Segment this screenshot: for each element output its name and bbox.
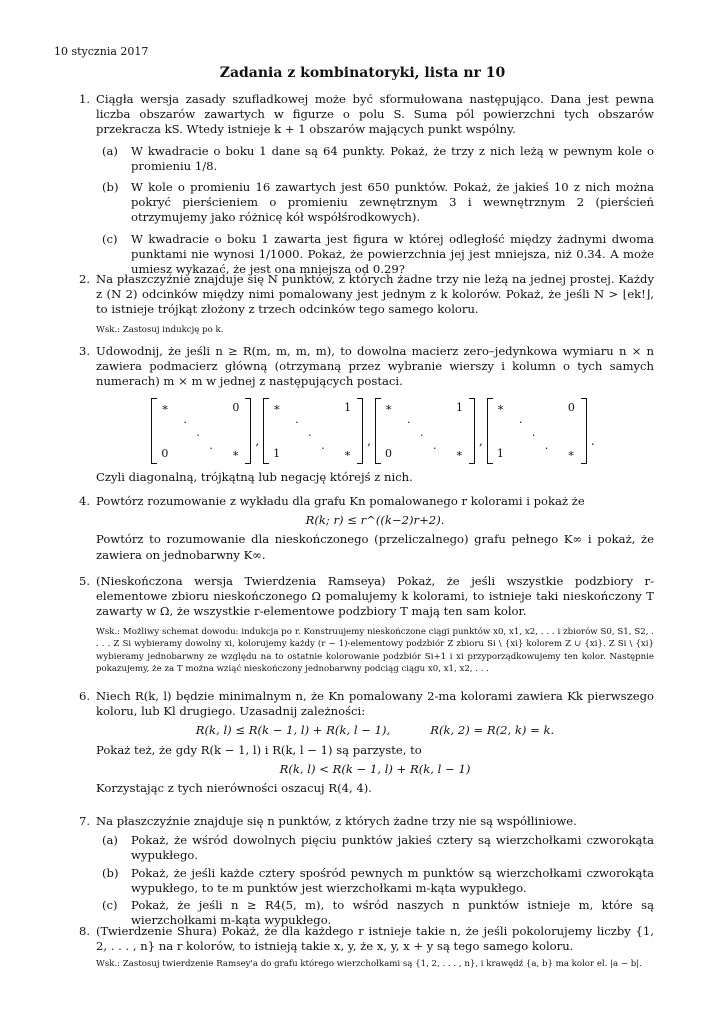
- subitem-label: (c): [102, 231, 118, 246]
- subitem-label: (c): [102, 898, 118, 913]
- problem-number: 5.: [79, 574, 91, 588]
- matrix-cell: 1: [496, 447, 504, 461]
- matrix-row: [92, 398, 654, 464]
- problem-1: [79, 92, 654, 277]
- problem-text: Na płaszczyźnie znajduje się n punktów, z których żadne trzy nie są współliniowe.: [96, 814, 577, 828]
- problem-6: [79, 689, 654, 796]
- problem-text: (Twierdzenie Shura) Pokaż, że dla każdego r istnieje takie n, że jeśli pokolorujemy liczby {1, 2, . . . , n} na r kolorów, to istnieją takie x, y, że x, y, x + y są tego samego koloru.: [96, 924, 654, 954]
- formula-strict: R(k, l) < R(k − 1, l) + R(k, l − 1): [279, 761, 471, 776]
- subitem-text: W kwadracie o boku 1 zawarta jest figura w której odległość między żadnymi dwoma punktami nie wynosi 1/1000. Pokaż, że powierzchnia jej jest mniejsza, niż 0.34. A może umiesz wykazać, że jest ona mniejsza od 0.29?: [131, 231, 654, 277]
- matrix-cell: 0: [385, 447, 392, 461]
- problem-number: 4.: [79, 494, 91, 508]
- subitem-text: Pokaż, że jeśli n ≥ R4(5, m), to wśród naszych n punktów istnieje m, które są wierzchołkami m-kąta wypukłego.: [131, 898, 654, 928]
- matrix-separator: ,: [255, 434, 260, 448]
- subitem-text: W kole o promieniu 16 zawartych jest 650 punktów. Pokaż, że jakieś 10 z nich można pokryć pierścieniem o promieniu zewnętrznym 3 i wewnętrznym 2 (pierścień otrzymujemy jako różnicę kół współśrodkowych).: [131, 180, 654, 225]
- problem-number: 1.: [79, 92, 91, 106]
- document-date: 10 stycznia 2017: [54, 45, 149, 58]
- matrix-cell: ∗: [231, 447, 240, 461]
- formula-row: [96, 723, 654, 738]
- problem-number: 7.: [79, 814, 91, 828]
- problem-hint: Wsk.: Zastosuj indukcję po k.: [96, 324, 224, 335]
- problem-number: 3.: [79, 344, 91, 358]
- matrix-cell: ∗: [567, 447, 575, 461]
- problem-text: Powtórz rozumowanie z wykładu dla grafu Kn pomalowanego r kolorami i pokaż że: [96, 494, 585, 508]
- subitem-text: W kwadracie o boku 1 dane są 64 punkty. Pokaż, że trzy z nich leżą w pewnym kole o promieniu 1/8.: [131, 143, 654, 173]
- matrix-cell: 1: [344, 400, 352, 414]
- matrix-cell: ∗: [455, 447, 463, 461]
- subitem-c: [96, 232, 654, 278]
- problem-5: [79, 574, 654, 676]
- subitem-label: (b): [102, 180, 119, 195]
- matrix-separator: ,: [367, 434, 371, 448]
- problem-after-text: Korzystając z tych nierówności oszacuj R(4, 4).: [96, 781, 372, 796]
- matrix-cell: 0: [232, 400, 240, 414]
- problem-middle-text: Pokaż też, że gdy R(k − 1, l) i R(k, l − 1) są parzyste, to: [96, 742, 422, 757]
- subitem-label: (a): [102, 143, 118, 158]
- formula-base-case: R(k, 2) = R(2, k) = k.: [430, 723, 555, 738]
- problem-number: 8.: [79, 924, 91, 938]
- problem-text: Udowodnij, że jeśli n ≥ R(m, m, m, m), to dowolna macierz zero–jedynkowa wymiaru n × n zawiera podmacierz główną (otrzymaną przez wybranie wierszy i kolumn o tych samych numerach) m × m w jednej z następujących postaci.: [96, 344, 654, 389]
- matrix-cell: 1: [456, 400, 463, 414]
- matrix-cell: ∗: [343, 447, 352, 461]
- document-title: Zadania z kombinatoryki, lista nr 10: [219, 65, 506, 81]
- matrix-cell: 0: [161, 447, 169, 461]
- problem-8: [79, 924, 654, 971]
- matrix: ∗ 1 . . . 0 ∗: [375, 398, 475, 464]
- subitem-a: [96, 144, 654, 174]
- subitem-text: Pokaż, że jeśli każde cztery spośród pewnych m punktów są wierzchołkami czworokąta wypukłego, to te m punktów jest wierzchołkami m-kąta wypukłego.: [131, 865, 654, 895]
- subitem-text: Pokaż, że wśród dowolnych pięciu punktów jakieś cztery są wierzchołkami czworokąta wypukłego.: [131, 833, 654, 863]
- subitem-label: (b): [102, 865, 119, 880]
- matrix-cell: ∗: [161, 400, 169, 414]
- problem-text: Ciągła wersja zasady szufladkowej może być sformułowana następująco. Dana jest pewna liczba obszarów zawartych w figurze o polu S. Suma pól powierzchni tych obszarów przekracza kS. Wtedy istnieje k + 1 obszarów mających punkt wspólny.: [96, 92, 654, 137]
- problem-text: Na płaszczyźnie znajduje się N punktów, z których żadne trzy nie leżą na jednej prostej. Każdy z (N 2) odcinków między nimi pomalowany jest jednym z k kolorów. Pokaż, że jeśli N > ⌊ek!⌋, to istnieje trójkąt złożony z trzech odcinków tego samego koloru.: [96, 272, 654, 317]
- problem-text: Niech R(k, l) będzie minimalnym n, że Kn pomalowany 2-ma kolorami zawiera Kk pierwszego koloru, lub Kl drugiego. Uzasadnij zależności:: [96, 689, 654, 719]
- matrix-separator: ,: [479, 434, 483, 448]
- problem-4: [79, 494, 654, 563]
- problem-2: [79, 272, 654, 336]
- problem-hint: Wsk.: Możliwy schemat dowodu: indukcja po r. Konstruujemy nieskończone ciągi punktów x0, x1, x2, . . . i zbiorów S0, S1, S2, . . . . Z Si wybieramy dowolny xi, kolorujemy każdy (r − 1)-elementowy podzbiór Z zbioru Si \ {xi} kolorem Z ∪ {xi}. Z Si \ {xi} wybieramy jednobarwny ze względu na to ostatnie kolorowanie podzbiór Si+1 i xi przyporządkowujemy ten kolor. Następnie pokazujemy, że za T można wziąć nieskończony jednobarwny podciąg ciągu x0, x1, x2, . . .: [96, 626, 654, 675]
- problem-number: 2.: [79, 272, 91, 286]
- matrix: ∗ 0 . . . 1 ∗: [487, 398, 587, 464]
- formula-recurrence: R(k, l) ≤ R(k − 1, l) + R(k, l − 1),: [195, 723, 391, 738]
- problem-after-text: Czyli diagonalną, trójkątną lub negację którejś z nich.: [96, 469, 413, 484]
- subitem-b: [96, 180, 654, 226]
- problem-hint: Wsk.: Zastosuj twierdzenie Ramsey'a do grafu którego wierzchołkami są {1, 2, . . . , n}, i krawędź {a, b} ma kolor el. |a − b|.: [96, 959, 642, 970]
- problem-3: [79, 344, 654, 485]
- matrix-cell: ∗: [496, 400, 505, 414]
- subitem-a: [96, 833, 654, 863]
- formula-ramsey-bound: R(k; r) ≤ r^((k−2)r+2).: [305, 513, 445, 528]
- problem-number: 6.: [79, 689, 91, 703]
- matrix-cell: 0: [567, 400, 575, 414]
- subitem-b: [96, 866, 654, 896]
- matrix-cell: 1: [273, 447, 281, 461]
- matrix-end: .: [590, 434, 595, 448]
- subitem-label: (a): [102, 833, 118, 848]
- problem-7: [79, 814, 654, 928]
- matrix-cell: ∗: [385, 400, 393, 414]
- problem-after-text: Powtórz to rozumowanie dla nieskończonego (przeliczalnego) grafu pełnego K∞ i pokaż, że zawiera on jednobarwny K∞.: [96, 532, 654, 562]
- matrix-cell: ∗: [273, 400, 281, 414]
- problem-text: (Nieskończona wersja Twierdzenia Ramseya) Pokaż, że jeśli wszystkie podzbiory r-elementowe zbioru nieskończonego Ω pomalujemy k kolorami, to istnieje taki nieskończony T zawarty w Ω, że wszystkie r-elementowe podzbiory T mają ten sam kolor.: [96, 574, 654, 619]
- matrix: ∗ 1 . . . 1 ∗: [263, 398, 363, 464]
- matrix: ∗ 0 . . . 0 ∗: [151, 398, 251, 464]
